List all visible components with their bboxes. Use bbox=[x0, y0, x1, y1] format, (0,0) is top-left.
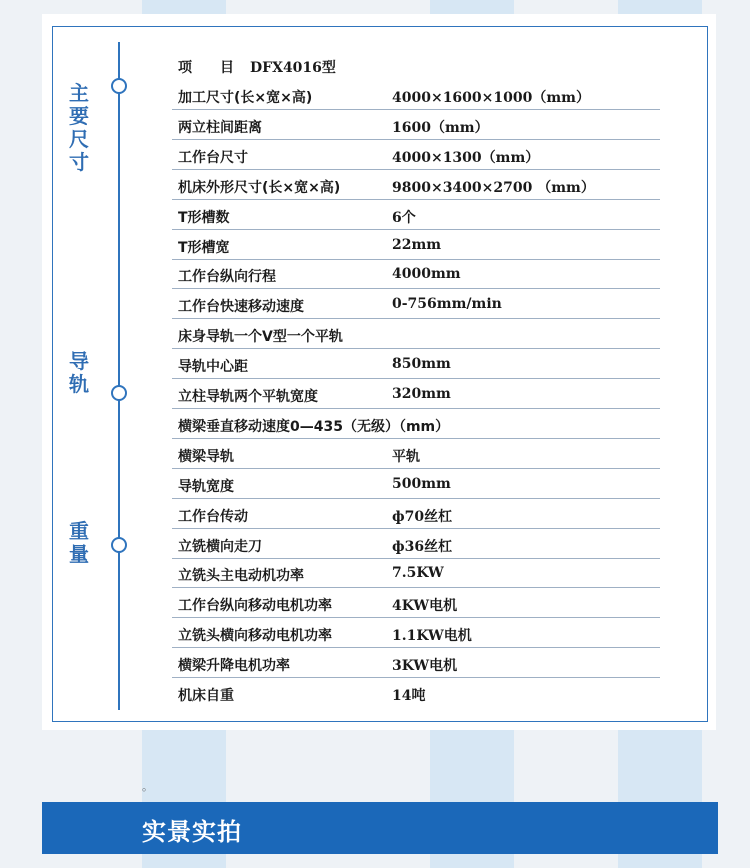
spec-value: 14吨 bbox=[392, 688, 426, 704]
spec-row bbox=[172, 379, 660, 409]
spec-label: 工作台传动 bbox=[178, 508, 248, 525]
spec-label: 横梁升降电机功率 bbox=[178, 658, 290, 675]
spec-row bbox=[172, 499, 660, 529]
spec-value: 0-756mm/min bbox=[392, 296, 502, 313]
spec-row bbox=[172, 170, 660, 200]
spec-value: 1600（mm） bbox=[392, 119, 489, 136]
spec-row bbox=[172, 678, 660, 708]
spec-row bbox=[172, 588, 660, 618]
spec-value: 22mm bbox=[392, 236, 442, 253]
spec-label: 两立柱间距离 bbox=[178, 119, 262, 136]
spec-row bbox=[172, 349, 660, 379]
spec-row bbox=[172, 319, 660, 349]
spec-value: 4000mm bbox=[392, 266, 461, 283]
spec-row bbox=[172, 230, 660, 260]
spec-value: ф70丝杠 bbox=[392, 508, 453, 525]
spec-header-model: DFX4016型 bbox=[250, 60, 336, 76]
timeline-node-guide bbox=[111, 385, 127, 401]
spec-row bbox=[172, 529, 660, 559]
spec-value: 320mm bbox=[392, 386, 451, 402]
spec-label: 床身导轨一个V型一个平轨 bbox=[178, 329, 343, 346]
spec-label: 机床外形尺寸(长×宽×高) bbox=[178, 179, 341, 196]
timeline-line bbox=[118, 42, 120, 710]
spec-label: 工作台快速移动速度 bbox=[178, 299, 304, 316]
timeline-node-dimensions bbox=[111, 78, 127, 94]
spec-value: 平轨 bbox=[392, 448, 420, 465]
spec-label: 立铣横向走刀 bbox=[178, 538, 262, 555]
spec-value: 4000×1300（mm） bbox=[392, 149, 540, 166]
spec-row bbox=[172, 110, 660, 140]
spec-label: 横梁垂直移动速度0—435（无级）（mm） bbox=[178, 418, 450, 435]
spec-row bbox=[172, 558, 660, 588]
spec-value: 9800×3400×2700 （mm） bbox=[392, 179, 595, 196]
spec-value: 1.1KW电机 bbox=[392, 628, 472, 645]
spec-row bbox=[172, 469, 660, 499]
spec-row bbox=[172, 618, 660, 648]
spec-label: 工作台纵向移动电机功率 bbox=[178, 598, 332, 615]
spec-label: 立铣头主电动机功率 bbox=[178, 568, 304, 585]
spec-row bbox=[172, 409, 660, 439]
spec-label: 工作台尺寸 bbox=[178, 149, 248, 166]
spec-header-label: 项 目 bbox=[178, 60, 234, 76]
spec-header-row bbox=[172, 50, 660, 80]
spec-value: 850mm bbox=[392, 356, 451, 373]
timeline-node-weight bbox=[111, 537, 127, 553]
spec-value: 500mm bbox=[392, 475, 451, 492]
spec-row bbox=[172, 200, 660, 230]
spec-row bbox=[172, 80, 660, 110]
section-banner bbox=[42, 802, 718, 854]
spec-value: 3KW电机 bbox=[392, 658, 458, 675]
spec-label: 导轨中心距 bbox=[178, 359, 248, 376]
section-label-dimensions: 主要尺寸 bbox=[69, 81, 89, 174]
spec-value: 4000×1600×1000（mm） bbox=[392, 90, 590, 106]
spec-label: 工作台纵向行程 bbox=[178, 269, 276, 286]
spec-row bbox=[172, 140, 660, 170]
section-label-weight: 重量 bbox=[69, 519, 89, 566]
spec-label: 加工尺寸(长×宽×高) bbox=[178, 90, 313, 106]
spec-row bbox=[172, 648, 660, 678]
section-label-guide: 导轨 bbox=[69, 349, 89, 396]
spec-value: 6个 bbox=[392, 209, 416, 226]
spec-row bbox=[172, 289, 660, 319]
footnote-mark: 。 bbox=[142, 780, 153, 793]
spec-row bbox=[172, 259, 660, 289]
spec-value: ф36丝杠 bbox=[392, 538, 453, 555]
spec-value: 4KW电机 bbox=[392, 598, 458, 615]
spec-label: 横梁导轨 bbox=[178, 448, 234, 465]
spec-label: 立柱导轨两个平轨宽度 bbox=[178, 389, 318, 405]
spec-label: 导轨宽度 bbox=[178, 478, 234, 495]
spec-label: T形槽宽 bbox=[178, 239, 230, 256]
spec-label: 立铣头横向移动电机功率 bbox=[178, 628, 332, 645]
spec-label: 机床自重 bbox=[178, 688, 234, 704]
spec-value: 7.5KW bbox=[392, 565, 444, 582]
spec-label: T形槽数 bbox=[178, 209, 230, 226]
banner-title: 实景实拍 bbox=[142, 818, 242, 846]
spec-row bbox=[172, 439, 660, 469]
